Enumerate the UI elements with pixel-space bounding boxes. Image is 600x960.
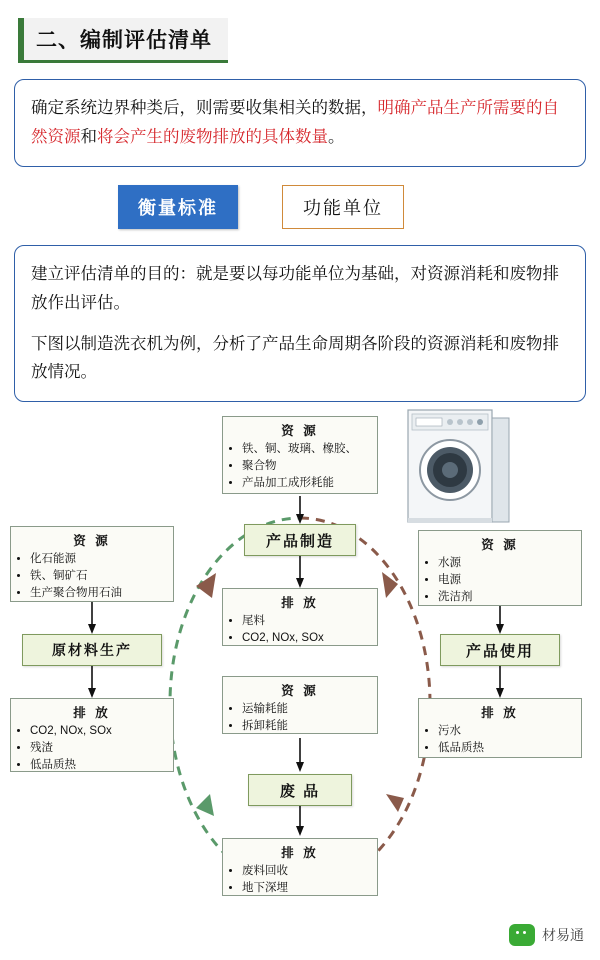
panel-center-resource xyxy=(222,676,378,734)
intro-plain-1: 确定系统边界种类后，则需要收集相关的数据， xyxy=(31,99,378,117)
panel-title: 排 放 xyxy=(281,596,319,611)
list-item: • 生产聚合物用石油 xyxy=(30,585,167,602)
intro-plain-3: 。 xyxy=(328,127,345,146)
panel-list xyxy=(229,863,371,896)
intro-highlight-2: 将会产生的废物排放的具体数量 xyxy=(97,127,328,146)
panel-list xyxy=(425,723,575,756)
panel-list xyxy=(229,613,371,646)
watermark-text: 材易通 xyxy=(542,927,584,943)
panel-title: 排 放 xyxy=(73,706,111,721)
wechat-icon xyxy=(509,924,535,946)
list-item: • 尾料 xyxy=(242,613,371,630)
node-manufacture[interactable]: 产品制造 xyxy=(244,524,356,556)
intro-highlight-1: 明确产品生产所需要的自然资源 xyxy=(31,99,559,146)
intro-plain-2: 和 xyxy=(80,127,97,146)
list-item: • 废料回收 xyxy=(242,863,371,880)
list-item: • 污水 xyxy=(438,723,575,740)
purpose-paragraph-1: 建立评估清单的目的：就是要以每功能单位为基础，对资源消耗和废物排放作出评估。 xyxy=(31,264,559,312)
panel-title: 资 源 xyxy=(73,534,111,549)
label-row xyxy=(0,185,600,229)
functional-unit-label: 功能单位 xyxy=(282,185,404,229)
page-title: 二、编制评估清单 xyxy=(18,18,228,63)
panel-list xyxy=(229,701,371,734)
panel-list xyxy=(425,555,575,605)
panel-list xyxy=(17,551,167,601)
list-item: • 水源 xyxy=(438,555,575,572)
list-item: • 铁、铜矿石 xyxy=(30,568,167,585)
panel-title: 排 放 xyxy=(481,706,519,721)
list-item: • 洗洁剂 xyxy=(438,589,575,606)
watermark xyxy=(509,924,584,946)
list-item: • 产品加工成形耗能 xyxy=(242,475,371,492)
panel-bottom-emission xyxy=(222,838,378,896)
panel-title: 资 源 xyxy=(281,424,319,439)
purpose-text-box xyxy=(14,245,586,403)
list-item: • 化石能源 xyxy=(30,551,167,568)
panel-list xyxy=(229,441,371,491)
list-item: • 低品质热 xyxy=(438,740,575,757)
list-item: • 残渣 xyxy=(30,740,167,757)
panel-right-emission xyxy=(418,698,582,758)
list-item: • 聚合物 xyxy=(242,458,371,475)
measure-standard-label: 衡量标准 xyxy=(118,185,238,229)
intro-text-box xyxy=(14,79,586,167)
washing-machine-icon xyxy=(404,408,512,526)
panel-left-resource xyxy=(10,526,174,602)
panel-left-emission xyxy=(10,698,174,772)
lifecycle-diagram xyxy=(0,408,600,908)
list-item: • 铁、铜、玻璃、橡胶、 xyxy=(242,441,371,458)
list-item: • CO2, NOx, SOx xyxy=(242,630,371,647)
list-item: • 拆卸耗能 xyxy=(242,718,371,735)
panel-top-resource xyxy=(222,416,378,494)
node-raw-material-production[interactable]: 原材料生产 xyxy=(22,634,162,666)
intro-paragraph xyxy=(31,94,569,152)
panel-title: 排 放 xyxy=(281,846,319,861)
purpose-paragraph-2: 下图以制造洗衣机为例，分析了产品生命周期各阶段的资源消耗和废物排放情况。 xyxy=(31,334,559,382)
list-item: • 运输耗能 xyxy=(242,701,371,718)
panel-center-emission xyxy=(222,588,378,646)
list-item: • 低品质热 xyxy=(30,757,167,774)
list-item: • 电源 xyxy=(438,572,575,589)
list-item: • 地下深埋 xyxy=(242,880,371,897)
panel-right-resource xyxy=(418,530,582,606)
list-item: • CO2, NOx, SOx xyxy=(30,723,167,740)
panel-title: 资 源 xyxy=(281,684,319,699)
node-product-use[interactable]: 产品使用 xyxy=(440,634,560,666)
panel-title: 资 源 xyxy=(481,538,519,553)
node-waste[interactable]: 废 品 xyxy=(248,774,352,806)
panel-list xyxy=(17,723,167,773)
